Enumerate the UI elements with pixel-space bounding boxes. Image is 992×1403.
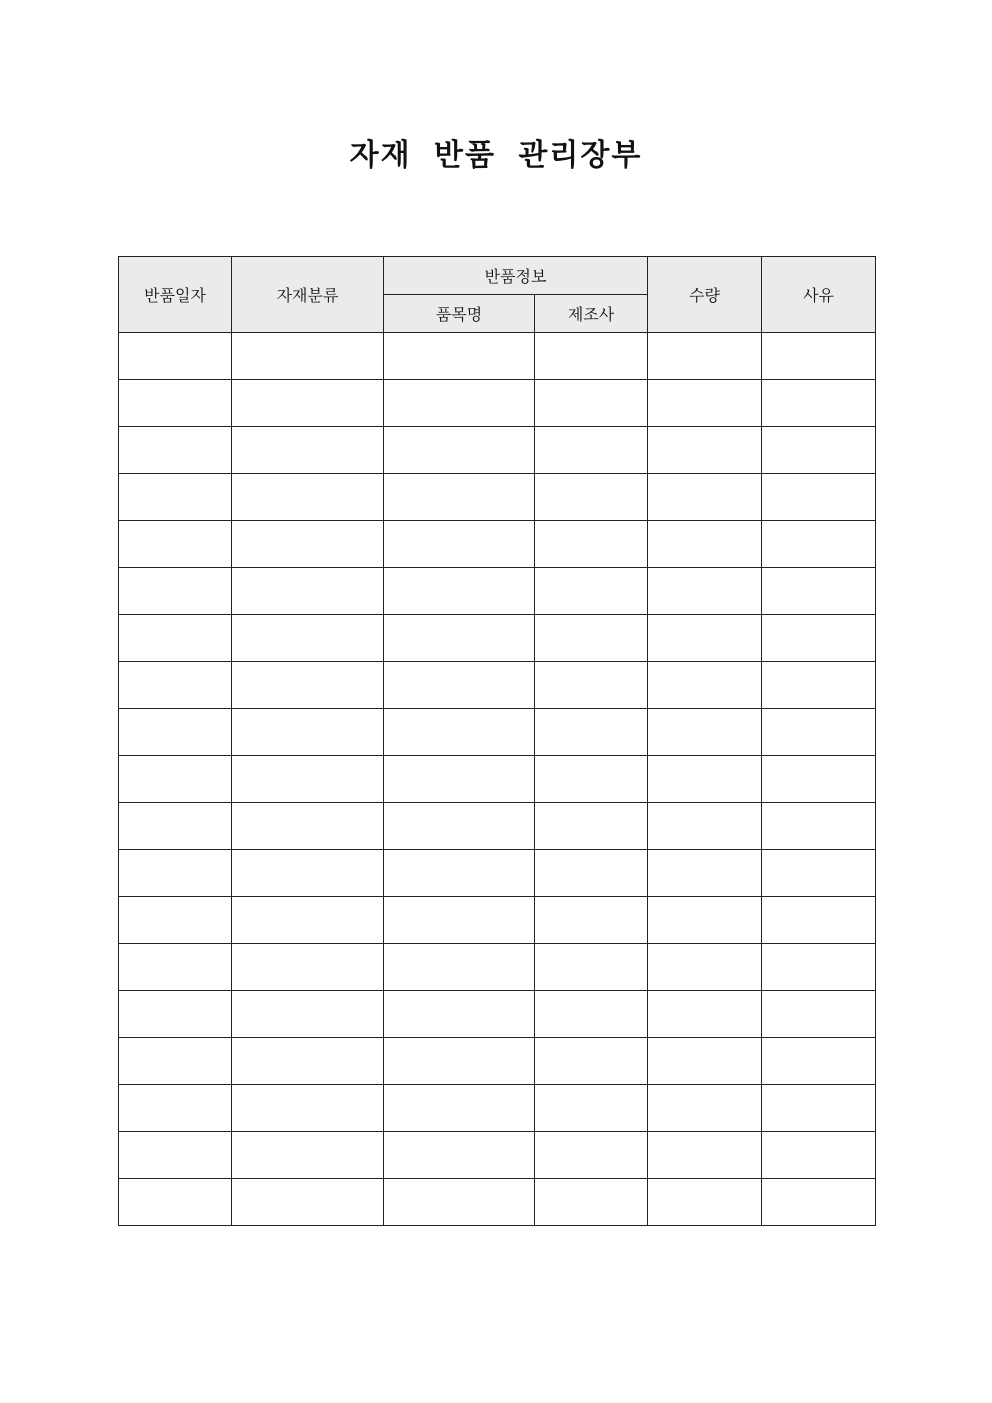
item-name-cell[interactable] [384, 756, 535, 803]
quantity-cell[interactable] [648, 333, 762, 380]
date-cell[interactable] [119, 756, 232, 803]
table-row [119, 1038, 876, 1085]
item-name-cell[interactable] [384, 709, 535, 756]
document-title: 자재 반품 관리장부 [349, 138, 643, 173]
reason-cell[interactable] [762, 427, 876, 474]
manufacturer-cell[interactable] [535, 333, 648, 380]
manufacturer-cell[interactable] [535, 427, 648, 474]
date-cell[interactable] [119, 1085, 232, 1132]
category-cell[interactable] [232, 1038, 384, 1085]
category-cell[interactable] [232, 1085, 384, 1132]
date-cell[interactable] [119, 709, 232, 756]
manufacturer-cell[interactable] [535, 1132, 648, 1179]
category-cell[interactable] [232, 333, 384, 380]
manufacturer-cell[interactable] [535, 1085, 648, 1132]
category-cell[interactable] [232, 850, 384, 897]
category-cell[interactable] [232, 380, 384, 427]
quantity-cell[interactable] [648, 615, 762, 662]
table-row [119, 380, 876, 427]
reason-cell[interactable] [762, 850, 876, 897]
category-cell[interactable] [232, 944, 384, 991]
quantity-cell[interactable] [648, 474, 762, 521]
date-cell[interactable] [119, 1038, 232, 1085]
manufacturer-cell[interactable] [535, 991, 648, 1038]
quantity-cell[interactable] [648, 1038, 762, 1085]
reason-cell[interactable] [762, 333, 876, 380]
item-name-cell[interactable] [384, 897, 535, 944]
reason-cell[interactable] [762, 615, 876, 662]
table-row [119, 850, 876, 897]
manufacturer-cell[interactable] [535, 897, 648, 944]
category-cell[interactable] [232, 756, 384, 803]
reason-cell[interactable] [762, 662, 876, 709]
manufacturer-cell[interactable] [535, 568, 648, 615]
table-row [119, 709, 876, 756]
table-row [119, 662, 876, 709]
ledger-body [119, 333, 876, 1226]
manufacturer-cell[interactable] [535, 944, 648, 991]
category-cell[interactable] [232, 427, 384, 474]
manufacturer-cell[interactable] [535, 380, 648, 427]
manufacturer-cell[interactable] [535, 662, 648, 709]
date-cell[interactable] [119, 333, 232, 380]
quantity-cell[interactable] [648, 803, 762, 850]
date-cell[interactable] [119, 1132, 232, 1179]
quantity-cell[interactable] [648, 380, 762, 427]
manufacturer-cell[interactable] [535, 1179, 648, 1226]
manufacturer-cell[interactable] [535, 756, 648, 803]
header-manufacturer: 제조사 [535, 295, 648, 333]
date-cell[interactable] [119, 615, 232, 662]
quantity-cell[interactable] [648, 662, 762, 709]
quantity-cell[interactable] [648, 1132, 762, 1179]
quantity-cell[interactable] [648, 991, 762, 1038]
item-name-cell[interactable] [384, 850, 535, 897]
reason-cell[interactable] [762, 1038, 876, 1085]
item-name-cell[interactable] [384, 662, 535, 709]
item-name-cell[interactable] [384, 1179, 535, 1226]
reason-cell[interactable] [762, 568, 876, 615]
reason-cell[interactable] [762, 897, 876, 944]
item-name-cell[interactable] [384, 1132, 535, 1179]
reason-cell[interactable] [762, 709, 876, 756]
table-row [119, 474, 876, 521]
reason-cell[interactable] [762, 1179, 876, 1226]
quantity-cell[interactable] [648, 427, 762, 474]
category-cell[interactable] [232, 709, 384, 756]
table-row [119, 756, 876, 803]
header-quantity: 수량 [648, 257, 762, 333]
reason-cell[interactable] [762, 1132, 876, 1179]
date-cell[interactable] [119, 1179, 232, 1226]
item-name-cell[interactable] [384, 803, 535, 850]
return-ledger-table [118, 256, 876, 1226]
date-cell[interactable] [119, 380, 232, 427]
category-cell[interactable] [232, 474, 384, 521]
manufacturer-cell[interactable] [535, 1038, 648, 1085]
quantity-cell[interactable] [648, 521, 762, 568]
date-cell[interactable] [119, 850, 232, 897]
reason-cell[interactable] [762, 380, 876, 427]
item-name-cell[interactable] [384, 521, 535, 568]
item-name-cell[interactable] [384, 1038, 535, 1085]
header-reason: 사유 [762, 257, 876, 333]
header-material-category: 자재분류 [232, 257, 384, 333]
item-name-cell[interactable] [384, 568, 535, 615]
item-name-cell[interactable] [384, 944, 535, 991]
category-cell[interactable] [232, 991, 384, 1038]
date-cell[interactable] [119, 944, 232, 991]
item-name-cell[interactable] [384, 615, 535, 662]
manufacturer-cell[interactable] [535, 803, 648, 850]
category-cell[interactable] [232, 897, 384, 944]
reason-cell[interactable] [762, 521, 876, 568]
reason-cell[interactable] [762, 803, 876, 850]
manufacturer-cell[interactable] [535, 521, 648, 568]
manufacturer-cell[interactable] [535, 850, 648, 897]
category-cell[interactable] [232, 1132, 384, 1179]
table-row [119, 1085, 876, 1132]
quantity-cell[interactable] [648, 568, 762, 615]
category-cell[interactable] [232, 662, 384, 709]
date-cell[interactable] [119, 474, 232, 521]
table-row [119, 803, 876, 850]
header-row-top [119, 257, 876, 295]
table-row [119, 897, 876, 944]
reason-cell[interactable] [762, 944, 876, 991]
header-item-name: 품목명 [384, 295, 535, 333]
item-name-cell[interactable] [384, 991, 535, 1038]
reason-cell[interactable] [762, 991, 876, 1038]
quantity-cell[interactable] [648, 850, 762, 897]
category-cell[interactable] [232, 568, 384, 615]
category-cell[interactable] [232, 1179, 384, 1226]
table-row [119, 333, 876, 380]
date-cell[interactable] [119, 568, 232, 615]
reason-cell[interactable] [762, 1085, 876, 1132]
manufacturer-cell[interactable] [535, 615, 648, 662]
table-row [119, 521, 876, 568]
table-row [119, 991, 876, 1038]
quantity-cell[interactable] [648, 1179, 762, 1226]
date-cell[interactable] [119, 803, 232, 850]
item-name-cell[interactable] [384, 380, 535, 427]
quantity-cell[interactable] [648, 709, 762, 756]
table-row [119, 568, 876, 615]
quantity-cell[interactable] [648, 897, 762, 944]
quantity-cell[interactable] [648, 1085, 762, 1132]
item-name-cell[interactable] [384, 333, 535, 380]
item-name-cell[interactable] [384, 1085, 535, 1132]
table-row [119, 944, 876, 991]
date-cell[interactable] [119, 991, 232, 1038]
reason-cell[interactable] [762, 474, 876, 521]
reason-cell[interactable] [762, 756, 876, 803]
item-name-cell[interactable] [384, 474, 535, 521]
category-cell[interactable] [232, 615, 384, 662]
header-return-date: 반품일자 [119, 257, 232, 333]
manufacturer-cell[interactable] [535, 709, 648, 756]
item-name-cell[interactable] [384, 427, 535, 474]
date-cell[interactable] [119, 427, 232, 474]
date-cell[interactable] [119, 897, 232, 944]
quantity-cell[interactable] [648, 756, 762, 803]
table-row [119, 1132, 876, 1179]
quantity-cell[interactable] [648, 944, 762, 991]
category-cell[interactable] [232, 521, 384, 568]
manufacturer-cell[interactable] [535, 474, 648, 521]
header-return-info: 반품정보 [384, 257, 648, 295]
table-row [119, 615, 876, 662]
date-cell[interactable] [119, 521, 232, 568]
table-row [119, 427, 876, 474]
table-row [119, 1179, 876, 1226]
date-cell[interactable] [119, 662, 232, 709]
category-cell[interactable] [232, 803, 384, 850]
